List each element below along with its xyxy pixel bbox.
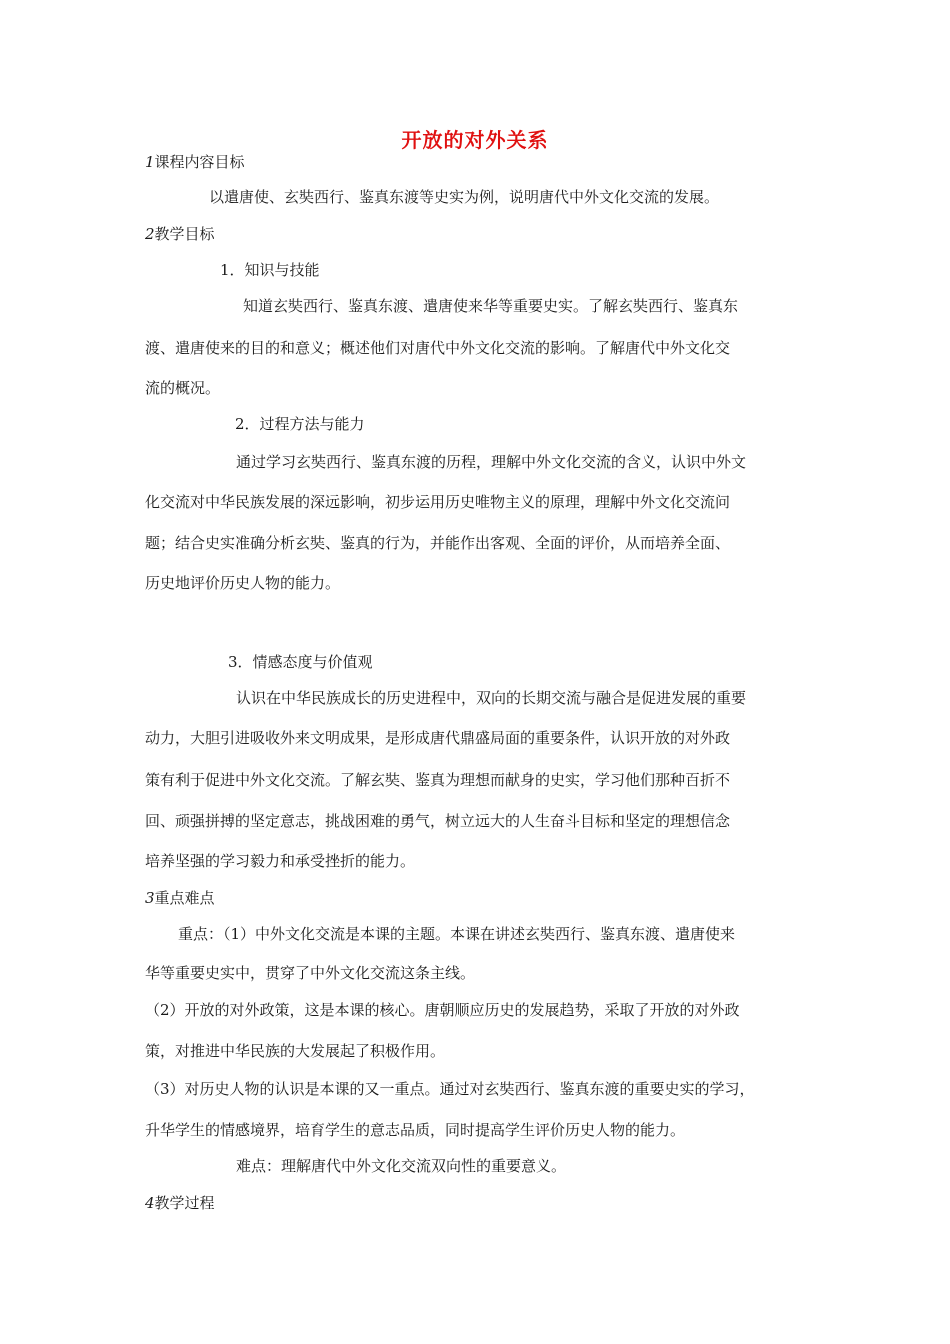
section-number: 3 [145,889,155,907]
paragraph-line: 认识在中华民族成长的历史进程中，双向的长期交流与融合是促进发展的重要 [236,689,747,707]
paragraph-line: 通过学习玄奘西行、鉴真东渡的历程，理解中外文化交流的含义，认识中外文 [236,453,747,471]
paragraph-line: 动力，大胆引进吸收外来文明成果，是形成唐代鼎盛局面的重要条件，认识开放的对外政 [145,729,731,747]
section-number: 4 [145,1194,155,1212]
paragraph-line: （2）开放的对外政策，这是本课的核心。唐朝顺应历史的发展趋势，采取了开放的对外政 [145,1001,740,1019]
paragraph-line: 策，对推进中华民族的大发展起了积极作用。 [145,1042,446,1060]
section-number: 1 [145,153,155,171]
paragraph-line: 培养坚强的学习毅力和承受挫折的能力。 [145,852,416,870]
paragraph-line: 渡、遣唐使来的目的和意义；概述他们对唐代中外文化交流的影响。了解唐代中外文化交 [145,339,731,357]
section-title: 教学目标 [154,225,215,243]
subheading-values: 3．情感态度与价值观 [228,653,373,671]
paragraph-line: 难点：理解唐代中外文化交流双向性的重要意义。 [236,1157,567,1175]
paragraph-line: 重点：（1）中外文化交流是本课的主题。本课在讲述玄奘西行、鉴真东渡、遣唐使来 [178,925,736,943]
section-title: 教学过程 [154,1194,215,1212]
section-heading-1 [145,152,245,172]
paragraph-line: 升华学生的情感境界，培育学生的意志品质，同时提高学生评价历史人物的能力。 [145,1121,686,1139]
subheading-process: 2．过程方法与能力 [235,415,365,433]
paragraph-line: （3）对历史人物的认识是本课的又一重点。通过对玄奘西行、鉴真东渡的重要史实的学习， [145,1080,755,1098]
paragraph-line: 流的概况。 [145,379,221,397]
page-title: 开放的对外关系 [401,128,549,152]
paragraph-line: 以遣唐使、玄奘西行、鉴真东渡等史实为例，说明唐代中外文化交流的发展。 [209,188,720,206]
paragraph-line: 知道玄奘西行、鉴真东渡、遣唐使来华等重要史实。了解玄奘西行、鉴真东 [243,297,739,315]
section-number: 2 [145,225,155,243]
paragraph-line: 策有利于促进中外文化交流。了解玄奘、鉴真为理想而献身的史实，学习他们那种百折不 [145,771,731,789]
paragraph-line: 题；结合史实准确分析玄奘、鉴真的行为，并能作出客观、全面的评价，从而培养全面、 [145,534,731,552]
paragraph-line: 华等重要史实中，贯穿了中外文化交流这条主线。 [145,964,476,982]
section-heading-4 [145,1193,215,1213]
section-heading-3 [145,888,215,908]
paragraph-line: 历史地评价历史人物的能力。 [145,574,341,592]
subheading-knowledge: 1．知识与技能 [220,261,320,279]
paragraph-line: 化交流对中华民族发展的深远影响，初步运用历史唯物主义的原理，理解中外文化交流问 [145,493,731,511]
section-heading-2 [145,224,215,244]
paragraph-line: 回、顽强拼搏的坚定意志，挑战困难的勇气，树立远大的人生奋斗目标和坚定的理想信念 [145,812,731,830]
section-title: 课程内容目标 [154,153,245,171]
section-title: 重点难点 [154,889,215,907]
